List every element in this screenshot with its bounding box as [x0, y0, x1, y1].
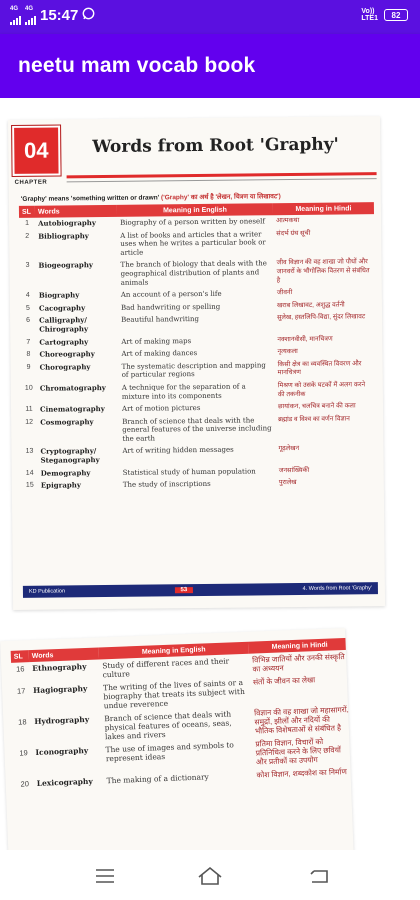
sim2-signal	[25, 6, 36, 25]
row-word: Demography	[40, 467, 91, 478]
row-meaning-english: The systematic description and mapping of particular regions	[121, 361, 266, 380]
row-sl: 1	[25, 219, 30, 227]
row-word: Iconography	[35, 745, 89, 757]
row-meaning-hindi: संतों के जीवन का लेखा	[252, 675, 316, 687]
app-title: neetu mam vocab book	[18, 54, 256, 77]
chapter-title: Words from Root 'Graphy'	[92, 134, 339, 158]
row-meaning-english: Biography of a person written by oneself	[120, 217, 265, 227]
page-number: 53	[174, 587, 193, 593]
volte-top: Vo))	[361, 8, 375, 15]
row-meaning-english: Art of writing hidden messages	[122, 446, 234, 456]
row-meaning-english: Study of different races and their culture	[102, 656, 230, 680]
table-row	[21, 413, 376, 446]
row-meaning-english: Art of making maps	[121, 336, 192, 346]
row-sl: 6	[26, 317, 31, 325]
row-meaning-hindi: ब्रह्मांड व विश्व का वर्णन विज्ञान	[278, 415, 350, 423]
row-meaning-english: A technique for the separation of a mixture into its components	[121, 382, 246, 401]
row-meaning-hindi: खराब लिखावट, अशुद्ध वर्तनी	[276, 301, 345, 309]
signal-bars-icon	[25, 13, 36, 25]
row-word: Biogeography	[38, 260, 94, 271]
row-meaning-hindi: किसी क्षेत्र का व्यवस्थित विवरण और मानचित्रण	[277, 360, 362, 377]
row-sl: 16	[15, 664, 25, 674]
table-row	[19, 257, 374, 290]
chapter-number: 04	[23, 137, 49, 163]
row-meaning-hindi: जीवनी	[276, 289, 293, 297]
footer-chapter: 4. Words from Root 'Graphy'	[302, 585, 372, 592]
row-meaning-english: Art of making dances	[121, 349, 198, 358]
sim2-network: 4G	[25, 6, 34, 12]
row-meaning-hindi: आत्मकथा	[276, 216, 300, 225]
row-meaning-hindi: नक्शानवीसी, मानचित्रण	[277, 335, 333, 343]
volte-indicator	[361, 8, 378, 22]
row-meaning-hindi: सुलेख, हस्तलिपि-विद्या, सुंदर लिखावट	[277, 313, 366, 322]
header-english: Meaning in English	[99, 642, 249, 660]
row-word: Calligraphy/ Chirography	[39, 315, 89, 334]
row-word: Cartography	[39, 336, 89, 347]
whatsapp-icon	[82, 7, 95, 24]
row-word: Lexicography	[36, 776, 93, 788]
row-meaning-english: The use of images and symbols to represent ideas	[105, 740, 235, 764]
sim1-network: 4G	[10, 6, 19, 12]
row-word: Chorography	[39, 361, 91, 372]
row-word: Cinematography	[39, 404, 105, 414]
vocab-table	[19, 202, 377, 493]
row-word: Bibliography	[38, 230, 89, 241]
row-word: Hagiography	[32, 683, 88, 696]
status-left	[10, 6, 95, 25]
home-icon[interactable]	[195, 864, 225, 888]
row-sl: 20	[20, 779, 30, 789]
intro-english: 'Graphy' means 'something written or drawn'	[20, 194, 160, 203]
row-meaning-english: Statistical study of human population	[122, 467, 256, 477]
row-sl: 12	[25, 418, 34, 426]
row-meaning-english: Bad handwriting or spelling	[120, 302, 221, 312]
row-meaning-hindi: जीव विज्ञान की वह शाखा जो पौधों और जानवरों के भौगोलिक वितरण से संबंधित है	[276, 258, 370, 284]
row-word: Choreography	[39, 349, 95, 359]
clock: 15:47	[40, 7, 79, 24]
row-sl: 10	[24, 384, 33, 392]
row-meaning-hindi: संदर्भ ग्रंथ सूची	[276, 229, 311, 237]
volte-bottom: LTE1	[361, 15, 378, 22]
row-meaning-english: Art of motion pictures	[121, 404, 201, 413]
row-sl: 14	[25, 469, 34, 477]
row-meaning-english: The branch of biology that deals with the geographical distribution of plants and animals	[120, 259, 267, 287]
row-sl: 17	[16, 686, 26, 696]
header-hindi: Meaning in Hindi	[273, 202, 374, 215]
status-bar	[0, 0, 420, 34]
row-meaning-english: A list of books and articles that a writer uses when he writes a particular book or article	[120, 229, 266, 257]
row-meaning-english: An account of a person's life	[120, 289, 222, 299]
row-meaning-hindi: विज्ञान की वह शाखा जो महासागरों, समुद्रों, झीलों और नदियों की भौतिक विशेषताओं से संबंधित है	[254, 704, 349, 736]
header-hindi: Meaning in Hindi	[248, 638, 350, 654]
page-footer	[23, 582, 378, 598]
row-word: Epigraphy	[40, 480, 81, 490]
row-sl: 19	[19, 748, 28, 758]
battery-level: 82	[391, 10, 401, 20]
row-sl: 7	[26, 338, 31, 346]
row-meaning-hindi: कोश विज्ञान, शब्दकोश का निर्माण	[256, 767, 347, 780]
row-meaning-hindi: नृत्यकला	[277, 348, 298, 356]
book-page-2	[0, 628, 355, 850]
publisher-name: KD Publication	[28, 588, 66, 595]
row-meaning-hindi: पुरालेख	[278, 479, 297, 487]
row-word: Cosmography	[40, 416, 94, 427]
app-bar	[0, 34, 420, 98]
row-sl: 3	[25, 262, 30, 270]
book-viewer[interactable]	[0, 98, 420, 850]
row-meaning-hindi: जनसांख्यिकी	[278, 466, 310, 474]
menu-icon[interactable]	[90, 864, 120, 888]
row-word: Chromatography	[39, 382, 106, 393]
header-sl: SL	[19, 206, 35, 218]
row-meaning-english: Branch of science that deals with physical features of oceans, seas, lakes and rivers	[104, 709, 232, 742]
row-word: Hydrography	[34, 714, 90, 726]
row-sl: 13	[25, 448, 34, 456]
battery-icon	[384, 9, 408, 21]
row-meaning-english: The writing of the lives of saints or a biography that treats its subject with undue reverence	[102, 677, 245, 711]
navigation-bar	[0, 850, 420, 900]
row-sl: 18	[18, 717, 27, 727]
header-words: Words	[29, 647, 99, 662]
row-meaning-hindi: गूढ़लेखन	[278, 445, 300, 453]
title-rule	[67, 172, 377, 178]
row-sl: 2	[25, 232, 30, 240]
row-word: Cacography	[38, 302, 86, 313]
row-sl: 9	[26, 363, 31, 371]
row-meaning-hindi: छायांकन, चलचित्र बनाने की कला	[277, 402, 356, 411]
row-sl: 11	[25, 405, 33, 413]
row-sl: 15	[25, 482, 34, 490]
row-word: Cryptography/ Steganography	[40, 446, 100, 465]
row-meaning-hindi: विभिन्न जातियों और उनकी संस्कृति का अध्ययन	[251, 652, 345, 674]
row-word: Autobiography	[38, 218, 96, 228]
status-right	[361, 8, 408, 22]
header-sl: SL	[11, 650, 29, 663]
intro-hindi: ('Graphy' का अर्थ है 'लेखन, चित्रण या लिखावट')	[160, 193, 281, 202]
header-words: Words	[35, 205, 117, 218]
chapter-number-badge	[12, 125, 61, 175]
row-meaning-hindi: प्रतिमा विज्ञान, विचारों को प्रतिनिधित्व करने के लिए छवियों और प्रतीकों का उपयोग	[255, 736, 342, 767]
row-sl: 5	[25, 304, 30, 312]
row-meaning-hindi: मिश्रण को उसके घटकों में अलग करने की तकनीक	[277, 381, 366, 398]
table-row	[19, 227, 374, 260]
row-word: Ethnography	[32, 661, 87, 674]
row-meaning-english: Branch of science that deals with the general features of the universe including the earth	[122, 416, 272, 443]
sim1-signal	[10, 6, 21, 25]
vocab-table	[11, 638, 355, 791]
title-rule-thin	[67, 178, 377, 182]
row-sl: 8	[26, 350, 31, 358]
header-english: Meaning in English	[117, 203, 273, 217]
row-meaning-english: The study of inscriptions	[122, 480, 211, 490]
chapter-label: CHAPTER	[14, 179, 48, 186]
row-meaning-english: The making of a dictionary	[106, 772, 209, 786]
row-word: Biography	[38, 290, 80, 300]
table-row	[22, 476, 377, 492]
row-meaning-english: Beautiful handwriting	[121, 315, 200, 325]
row-sl: 4	[25, 291, 30, 299]
book-page-1	[8, 116, 385, 610]
chapter-intro	[21, 190, 381, 203]
signal-bars-icon	[10, 13, 21, 25]
back-icon[interactable]	[305, 864, 335, 888]
